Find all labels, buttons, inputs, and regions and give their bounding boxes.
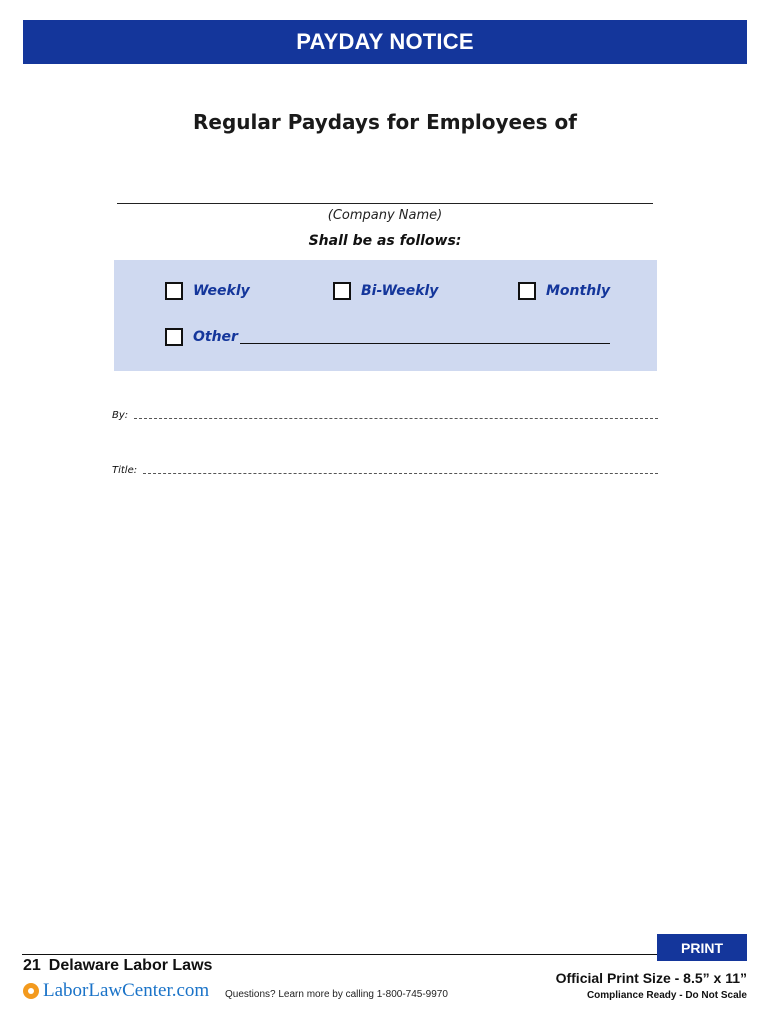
form-heading: Regular Paydays for Employees of (193, 110, 577, 134)
weekly-label: Weekly (193, 283, 250, 299)
monthly-checkbox[interactable] (518, 282, 536, 300)
page-banner (23, 20, 747, 64)
print-size-text: Official Print Size - 8.5” x 11” (555, 970, 747, 986)
option-other[interactable] (165, 328, 610, 346)
footer-title (23, 957, 212, 975)
logo-text: LaborLawCenter.com (43, 980, 210, 1001)
compliance-text: Compliance Ready - Do Not Scale (586, 990, 747, 1001)
option-weekly[interactable] (165, 282, 250, 300)
form-subheading: Shall be as follows: (308, 233, 462, 249)
biweekly-label: Bi-Weekly (361, 283, 439, 299)
by-label: By: (112, 410, 129, 421)
other-text-field[interactable] (240, 343, 610, 344)
company-name-field[interactable] (117, 203, 653, 204)
biweekly-checkbox[interactable] (333, 282, 351, 300)
laborlawcenter-logo[interactable] (23, 980, 209, 1002)
by-field[interactable] (134, 418, 658, 419)
company-name-caption: (Company Name) (327, 208, 443, 223)
option-monthly[interactable] (518, 282, 610, 300)
option-biweekly[interactable] (333, 282, 438, 300)
other-checkbox[interactable] (165, 328, 183, 346)
by-row (112, 410, 658, 421)
other-label: Other (193, 329, 238, 345)
monthly-label: Monthly (546, 283, 611, 299)
questions-text: Questions? Learn more by calling 1-800-745-9970 (225, 989, 448, 1000)
title-field[interactable] (143, 473, 658, 474)
footer-title-text: Delaware Labor Laws (48, 957, 213, 974)
logo-circle-icon (23, 983, 39, 999)
footer-divider (22, 954, 658, 955)
footer-number: 21 (23, 957, 41, 974)
print-button[interactable]: PRINT (657, 934, 747, 961)
payday-options-panel (114, 260, 657, 371)
title-row (112, 465, 658, 476)
banner-title: PAYDAY NOTICE (296, 29, 474, 54)
weekly-checkbox[interactable] (165, 282, 183, 300)
title-label: Title: (112, 465, 138, 476)
